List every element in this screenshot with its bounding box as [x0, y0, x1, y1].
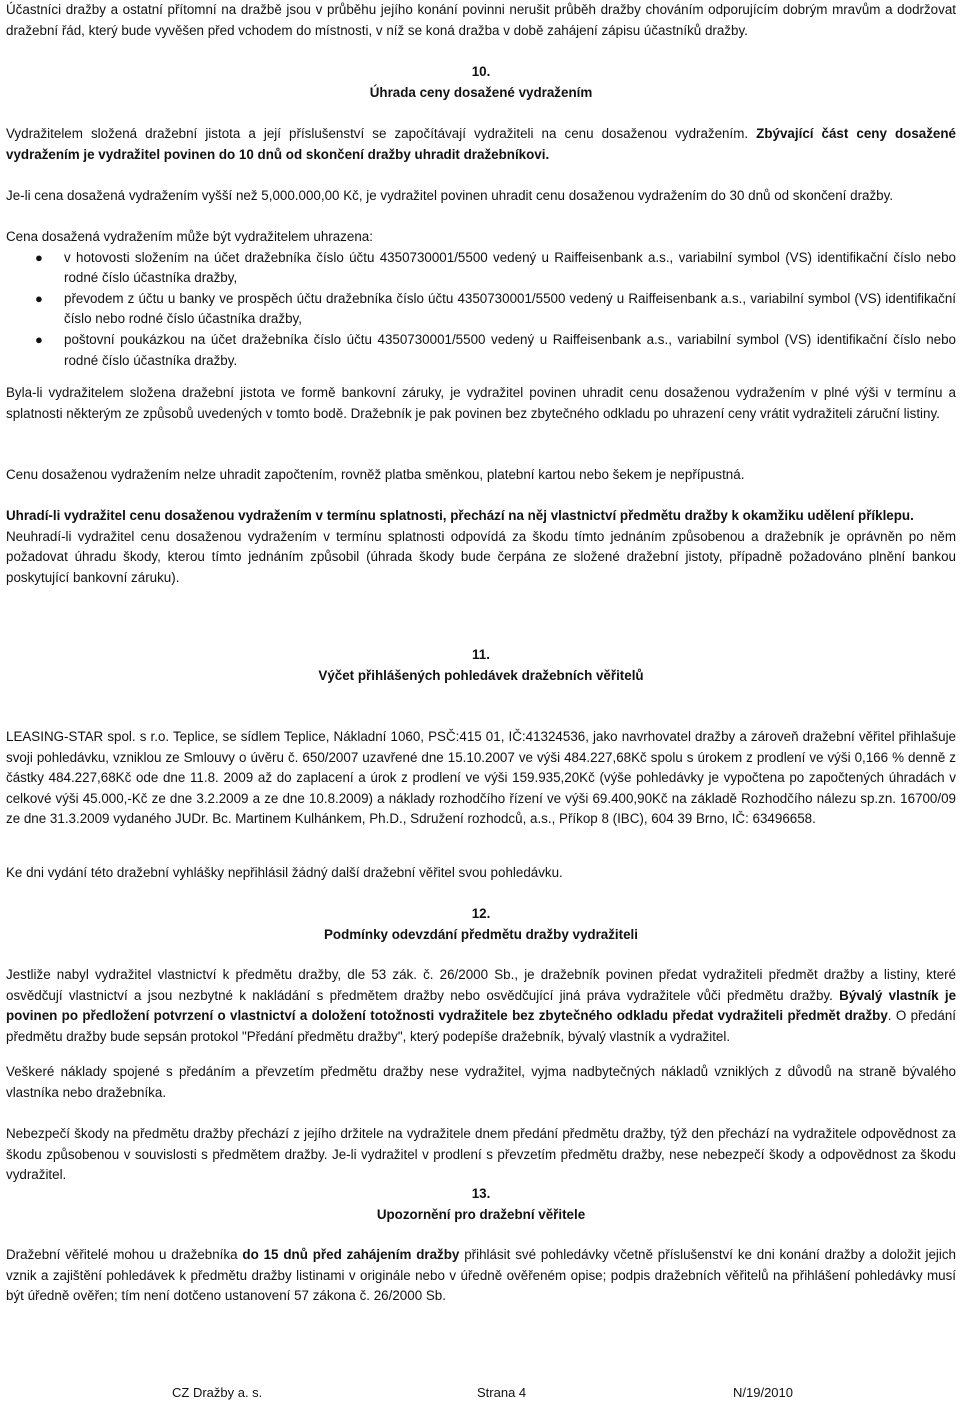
section-number: 11.: [472, 647, 490, 662]
paragraph: [6, 965, 956, 1047]
paragraph-wrap: [6, 186, 956, 207]
list-item: [6, 289, 956, 330]
paragraph: Neuhradí-li vydražitel cenu dosaženou vydražením v termínu splatnosti odpovídá za škodu tímto jednáním způsobenou a dražebník je oprávněn po něm požadovat úhradu škody, kterou tímto jednáním způsobil (úhrada škody bude čerpána ze složené dražební jistoty, případně požadováno plnění bankou poskytující bankovní záruku).: [6, 528, 956, 585]
footer-company: CZ Dražby a. s.: [172, 1385, 263, 1400]
paragraph: Uhradí-li vydražitel cenu dosaženou vydražením v termínu splatnosti, přechází na něj vlastnictví předmětu dražby k okamžiku udělení příklepu.: [6, 508, 914, 523]
paragraph: Je-li cena dosažená vydražením vyšší než 5,000.000,00 Kč, je vydražitel povinen uhradit cenu dosaženou vydražením do 30 dnů od skončení dražby.: [6, 188, 894, 203]
footer-reference: N/19/2010: [733, 1385, 793, 1400]
list-item: [6, 248, 956, 289]
paragraph-wrap: [6, 506, 956, 588]
page-footer: [0, 1383, 960, 1403]
paragraph-wrap: [6, 1245, 956, 1307]
paragraph: Veškeré náklady spojené s předáním a převzetím předmětu dražby nese vydražitel, vyjma nadbytečných nákladů vzniklých z důvodů na straně bývalého vlastníka nebo dražebníka.: [6, 1064, 956, 1100]
text-run: Vydražitelem složená dražební jistota a její příslušenství se započítávají vydražiteli na cenu dosaženou vydražením.: [6, 126, 757, 141]
paragraph-wrap: [6, 465, 956, 486]
paragraph: Cena dosažená vydražením může být vydražitelem uhrazena:: [6, 229, 373, 244]
text-run: . O předání předmětu dražby bude sepsán protokol "Předání předmětu dražby", který podepíše dražebník, bývalý vlastník a vydražitel.: [6, 1008, 956, 1044]
bullet-icon: ●: [35, 331, 43, 347]
paragraph-wrap: [6, 863, 956, 884]
section-title: Úhrada ceny dosažené vydražením: [369, 84, 593, 100]
list-item-text: převodem z účtu u banky ve prospěch účtu dražebníka číslo účtu 4350730001/5500 vedený u Raiffeisenbank a.s., variabilní symbol (VS) identifikační číslo nebo rodné číslo účastníka dražby,: [64, 290, 956, 327]
list-item: [6, 330, 956, 371]
payment-methods-list: [6, 248, 956, 372]
text-run: Dražební věřitelé mohou u dražebníka: [6, 1247, 243, 1262]
paragraph-wrap: [6, 383, 956, 424]
text-run: Jestliže nabyl vydražitel vlastnictví k předmětu dražby, dle 53 zák. č. 26/2000 Sb., je dražebník povinen předat vydražiteli předmět dražby a listiny, které osvědčují vlastnictví a jsou nezbytné k nakládání s předmětem dražby nebo osvědčující jiná práva vydražitele vůči předmětu dražby.: [6, 967, 956, 1003]
bullet-icon: ●: [35, 249, 43, 265]
section-number: 13.: [471, 1186, 491, 1201]
paragraph-wrap: [6, 965, 956, 1047]
section-10: [6, 62, 956, 103]
bold-run: Zbývající část ceny dosažené vydražením je vydražitel povinen do 10 dnů od skončení dražby uhradit dražebníkovi.: [6, 126, 956, 162]
section-12: [6, 904, 956, 945]
paragraph: LEASING-STAR spol. s r.o. Teplice, se sídlem Teplice, Nákladní 1060, PSČ:415 01, IČ:41324536, jako navrhovatel dražby a zároveň dražební věřitel přihlašuje svoji pohledávku, vzniklou ze Smlouvy o úvěru č. 650/2007 uzavřené dne 15.10.2007 ve výši 484.227,68Kč spolu s úrokem z prodlení ve výši 0,166 % denně z částky 484.227,68Kč ode dne 11.8. 2009 až do zaplacení a úrok z prodlení ve výši 159.935,20Kč (výše pohledávky je vypočtena po započtených úhradách v celkové výši 45.000,-Kč ze dne 3.2.2009 a ze dne 10.8.2009) a náklady rozhodčího řízení ve výši 69.400,90Kč na základě Rozhodčího nálezu sp.zn. 16700/09 ze dne 31.3.2009 vydaného JUDr. Bc. Martinem Kulhánkem, Ph.D., Sdružení rozhodců, a.s., Příkop 8 (IBC), 604 39 Brno, IČ: 63496658.: [6, 729, 956, 827]
paragraph: Cenu dosaženou vydražením nelze uhradit započtením, rovněž platba směnkou, platební kartou nebo šekem je nepřípustná.: [6, 467, 745, 482]
bold-run: Bývalý vlastník je povinen po předložení potvrzení o vlastnictví a doložení totožnosti vydražitele bez zbytečného odkladu předat vydražiteli předmět dražby: [6, 987, 957, 1024]
paragraph-wrap: [6, 727, 956, 830]
section-13: [6, 1184, 956, 1225]
payment-block: [6, 227, 956, 371]
section-number: 12.: [471, 906, 491, 921]
section-title: Upozornění pro dražební věřitele: [376, 1206, 586, 1222]
paragraph-wrap: [6, 1124, 956, 1186]
list-item-text: poštovní poukázkou na účet dražebníka číslo účtu 4350730001/5500 vedený u Raiffeisenbank a.s., variabilní symbol (VS) identifikační číslo nebo rodné číslo účastníka dražby.: [64, 331, 956, 368]
paragraph: Byla-li vydražitelem složena dražební jistota ve formě bankovní záruky, je vydražitel povinen uhradit cenu dosaženou vydražením v plné výši v termínu a splatnosti některým ze způsobů uvedených v tomto bodě. Dražebník je pak povinen bez zbytečného odkladu po uhrazení ceny vrátit vydražiteli záruční listiny.: [6, 385, 956, 421]
section-11: [6, 645, 956, 686]
section-title: Podmínky odevzdání předmětu dražby vydražiteli: [323, 926, 638, 942]
bullet-icon: ●: [35, 290, 43, 306]
bold-run: do 15 dnů před zahájením dražby: [242, 1247, 460, 1262]
intro-block: [6, 0, 956, 41]
paragraph: [6, 1245, 956, 1307]
paragraph: [6, 124, 956, 165]
section-number: 10.: [471, 64, 491, 79]
intro-paragraph: Účastníci dražby a ostatní přítomní na dražbě jsou v průběhu jejího konání povinni nerušit průběh dražby chováním odporujícím dobrým mravům a dodržovat dražební řád, který bude vyvěšen před vchodem do místnosti, v níž se koná dražba v době zahájení zápisu účastníků dražby.: [6, 2, 956, 38]
list-item-text: v hotovosti složením na účet dražebníka číslo účtu 4350730001/5500 vedený u Raiffeisenbank a.s., variabilní symbol (VS) identifikační číslo nebo rodné číslo účastníka dražby,: [64, 249, 956, 286]
section-title: Výčet přihlášených pohledávek dražebních věřitelů: [318, 667, 644, 683]
paragraph: Nebezpečí škody na předmětu dražby přechází z jejího držitele na vydražitele dnem předání předmětu dražby, týž den přechází na vydražitele odpovědnost za škodu způsobenou v souvislosti s předmětem dražby. Je-li vydražitel v prodlení s převzetím předmětu dražby, nese nebezpečí škody a odpovědnost za škodu vydražitel.: [6, 1126, 956, 1183]
paragraph-wrap: [6, 1062, 956, 1103]
paragraph: Ke dni vydání této dražební vyhlášky nepřihlásil žádný další dražební věřitel svou pohledávku.: [6, 865, 563, 880]
text-run: přihlásit své pohledávky včetně příslušenství ke dni konání dražby a doložit jejich vznik a zajištění pohledávek k předmětu dražby listinami v originále nebo v úředně ověřeném opise; podpis dražebních věřitelů na přihlášení pohledávky musí být úředně ověřen; tím není dotčeno ustanovení 57 zákona č. 26/2000 Sb.: [6, 1247, 956, 1304]
section-10-body: [6, 124, 956, 165]
footer-page-number: Strana 4: [477, 1385, 527, 1400]
